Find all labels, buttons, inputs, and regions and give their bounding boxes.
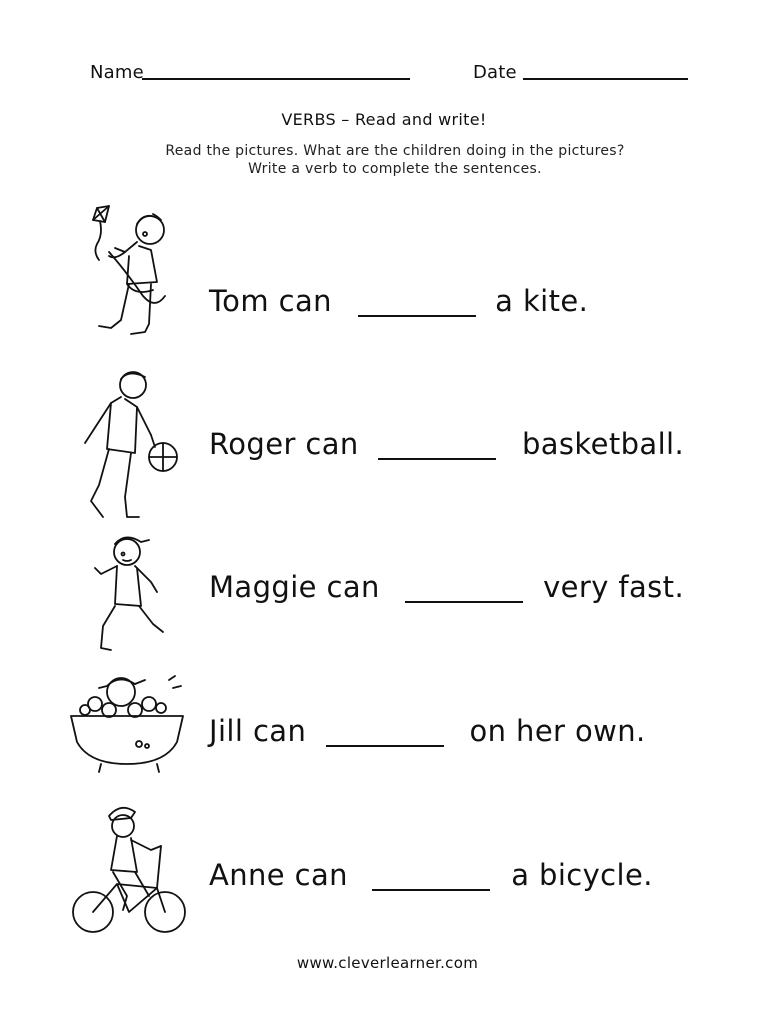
boy-playing-basketball-illustration (65, 367, 190, 507)
answer-blank-3[interactable] (405, 601, 523, 603)
sentence-5-start: Anne can (209, 858, 348, 892)
sentence-1-start: Tom can (209, 284, 332, 318)
sentence-1 (209, 284, 588, 318)
worksheet-title: VERBS – Read and write! (281, 110, 487, 129)
name-label: Name (90, 62, 144, 83)
instruction-line-1: Read the pictures. What are the children doing in the pictures? (165, 143, 625, 159)
sentence-3 (209, 570, 684, 604)
date-field[interactable] (523, 78, 688, 80)
sentence-1-end: a kite. (495, 284, 589, 318)
boy-flying-kite-illustration (65, 200, 190, 340)
sentence-4-end: on her own. (469, 714, 646, 748)
sentence-row-4 (0, 672, 768, 812)
footer-website[interactable]: www.cleverlearner.com (296, 954, 479, 972)
sentence-4-start: Jill can (209, 714, 307, 748)
name-field[interactable] (142, 78, 410, 80)
sentence-3-end: very fast. (543, 570, 685, 604)
name-date-row (90, 60, 690, 86)
instruction-line-2: Write a verb to complete the sentences. (248, 161, 542, 177)
date-label: Date (473, 62, 517, 83)
sentence-3-start: Maggie can (209, 570, 380, 604)
sentence-row-3 (0, 528, 768, 668)
answer-blank-4[interactable] (326, 745, 444, 747)
sentence-row-1 (0, 200, 768, 340)
answer-blank-5[interactable] (372, 889, 490, 891)
girl-riding-bicycle-illustration (65, 800, 190, 940)
sentence-4 (209, 714, 646, 748)
girl-in-bathtub-illustration (65, 672, 190, 812)
answer-blank-2[interactable] (378, 458, 496, 460)
sentence-5-end: a bicycle. (511, 858, 653, 892)
sentence-2-end: basketball. (521, 427, 685, 461)
girl-running-illustration (65, 528, 190, 668)
sentence-2-start: Roger can (209, 427, 359, 461)
sentence-row-2 (0, 367, 768, 507)
answer-blank-1[interactable] (358, 315, 476, 317)
sentence-2 (209, 427, 684, 461)
sentence-5 (209, 858, 653, 892)
sentence-row-5 (0, 800, 768, 940)
